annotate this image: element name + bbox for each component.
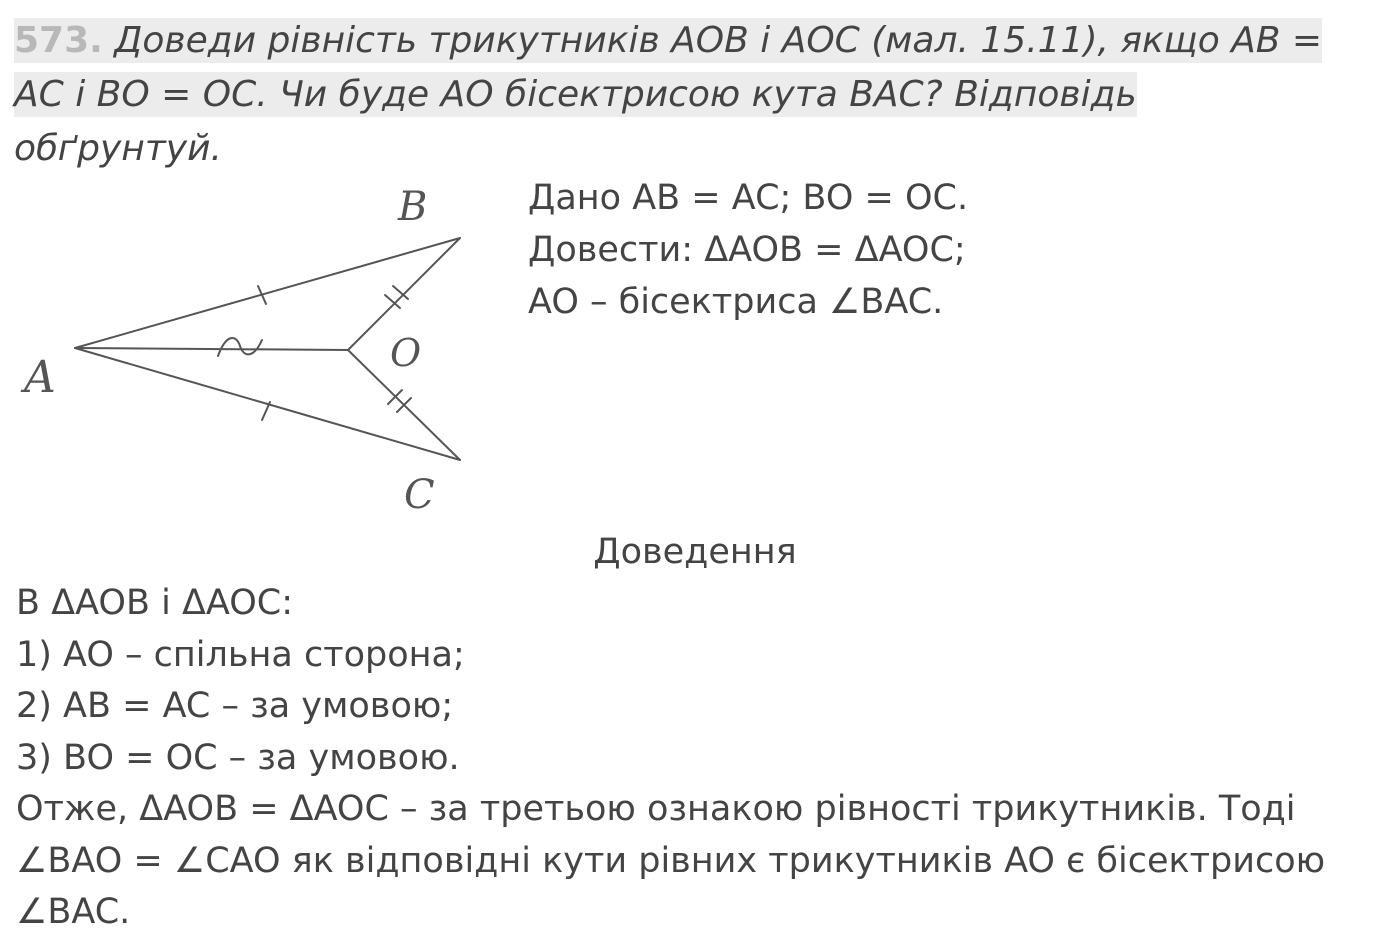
label-c: C	[404, 472, 435, 518]
proof-body	[16, 578, 1381, 939]
proof-step-2: 2) AB = AC – за умовою;	[16, 686, 454, 726]
tick-ac	[262, 402, 270, 420]
problem-number: 573.	[14, 20, 103, 61]
label-b: B	[398, 184, 428, 230]
given-block	[528, 172, 968, 328]
given-line-1: Дано AB = AC; BO = OC.	[528, 178, 969, 218]
tilde-mark-ao	[218, 338, 262, 356]
given-line-2: Довести: ΔAOB = ΔAOC;	[528, 230, 966, 270]
proof-step-1: 1) AO – спільна сторона;	[16, 634, 465, 675]
problem-text-line-2: AC і BO = OC. Чи буде AO бісектрисою кута BAC? Відповідь	[14, 74, 1137, 115]
segment-ao	[75, 348, 348, 350]
proof-step-3: 3) BO = OC – за умовою.	[16, 737, 460, 778]
proof-title: Доведення	[593, 532, 797, 572]
label-a: A	[24, 352, 56, 403]
problem-statement	[14, 14, 1374, 176]
problem-text-line-1: Доведи рівність трикутників AOB і AOC (мал. 15.11), якщо AB =	[114, 20, 1323, 61]
proof-conclusion: Отже, ΔAOB = ΔAOC – за третьою ознакою рівності трикутників. Тоді ∠BAO = ∠CAO як відповідні кути рівних трикутників AO є бісектрисою ∠BAC.	[16, 789, 1326, 932]
proof-intro: В ΔAOB і ΔAOC:	[16, 583, 293, 623]
triangle-figure	[0, 170, 520, 530]
problem-text-line-3: обґрунтуй.	[14, 128, 222, 169]
given-line-3: AO – бісектриса ∠BAC.	[528, 282, 944, 322]
label-o: O	[390, 331, 422, 375]
